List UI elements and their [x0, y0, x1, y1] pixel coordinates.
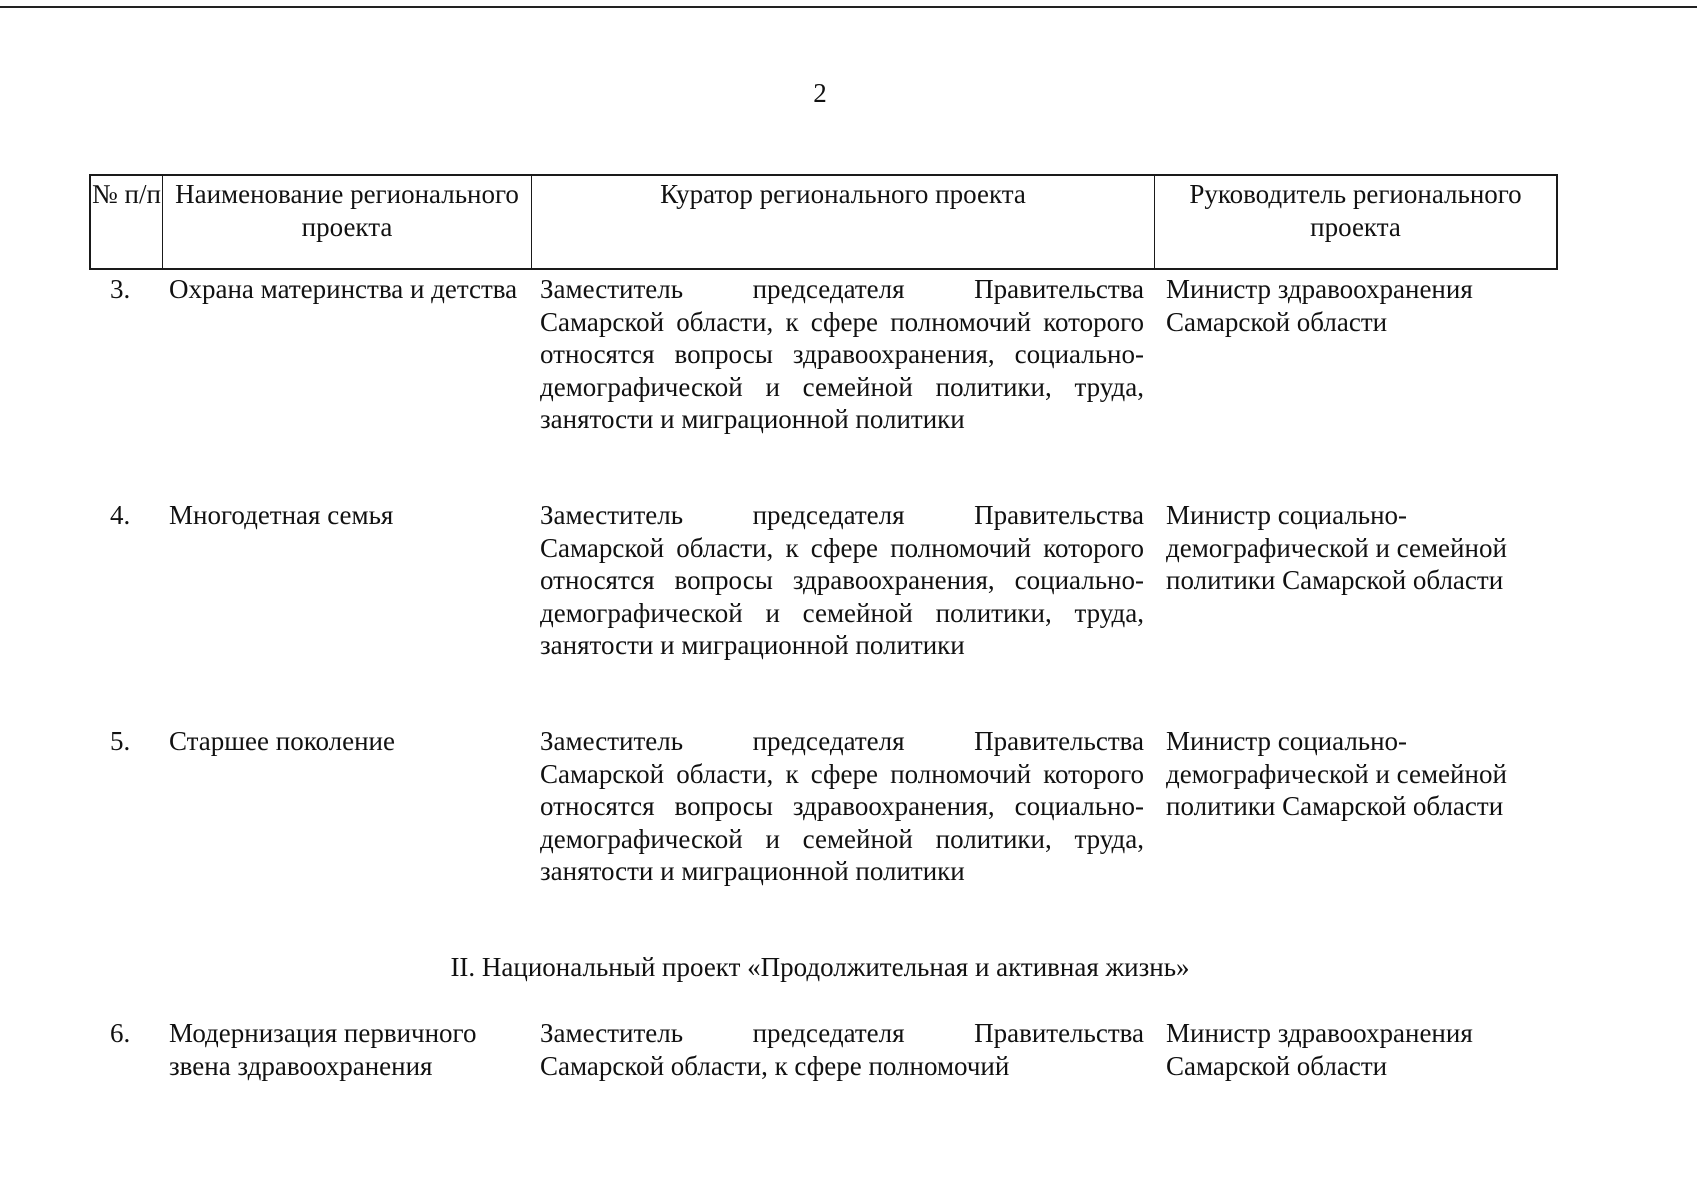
project-name: Многодетная семья: [169, 500, 394, 530]
header-curator: Куратор регионального проекта: [532, 176, 1155, 268]
header-project-name: Наименование регионального проекта: [163, 176, 532, 268]
project-name: Старшее поколение: [169, 726, 395, 756]
project-name: Охрана материнства и детства: [169, 274, 518, 304]
row-number: 6.: [110, 1018, 131, 1048]
row-number: 5.: [110, 726, 131, 756]
project-leader: Министр социально-демографической и семейной политики Самарской области: [1166, 726, 1507, 821]
project-name: Модернизация первичного звена здравоохранения: [169, 1018, 477, 1081]
project-curator: Заместитель председателя Правительства Самарской области, к сфере полномочий которого относятся вопросы здравоохранения, социально-демографической и семейной политики, труда, занятости и миграционной политики: [540, 500, 1144, 660]
project-curator: Заместитель председателя Правительства Самарской области, к сфере полномочий: [540, 1018, 1144, 1081]
row-number: 4.: [110, 500, 131, 530]
header-leader: Руководитель регионального проекта: [1189, 179, 1522, 242]
project-leader: Министр здравоохранения Самарской области: [1166, 274, 1473, 337]
project-leader: Министр здравоохранения Самарской области: [1166, 1018, 1473, 1081]
table-header: [89, 174, 1558, 270]
project-curator: Заместитель председателя Правительства Самарской области, к сфере полномочий которого относятся вопросы здравоохранения, социально-демографической и семейной политики, труда, занятости и миграционной политики: [540, 274, 1144, 434]
header-number: № п/п: [91, 176, 163, 268]
section-heading: II. Национальный проект «Продолжительная и активная жизнь»: [450, 952, 1190, 982]
project-leader: Министр социально-демографической и семейной политики Самарской области: [1166, 500, 1507, 595]
project-curator: Заместитель председателя Правительства Самарской области, к сфере полномочий которого относятся вопросы здравоохранения, социально-демографической и семейной политики, труда, занятости и миграционной политики: [540, 726, 1144, 886]
page-number: 2: [813, 78, 827, 108]
row-number: 3.: [110, 274, 131, 304]
top-border-line: [0, 6, 1697, 8]
